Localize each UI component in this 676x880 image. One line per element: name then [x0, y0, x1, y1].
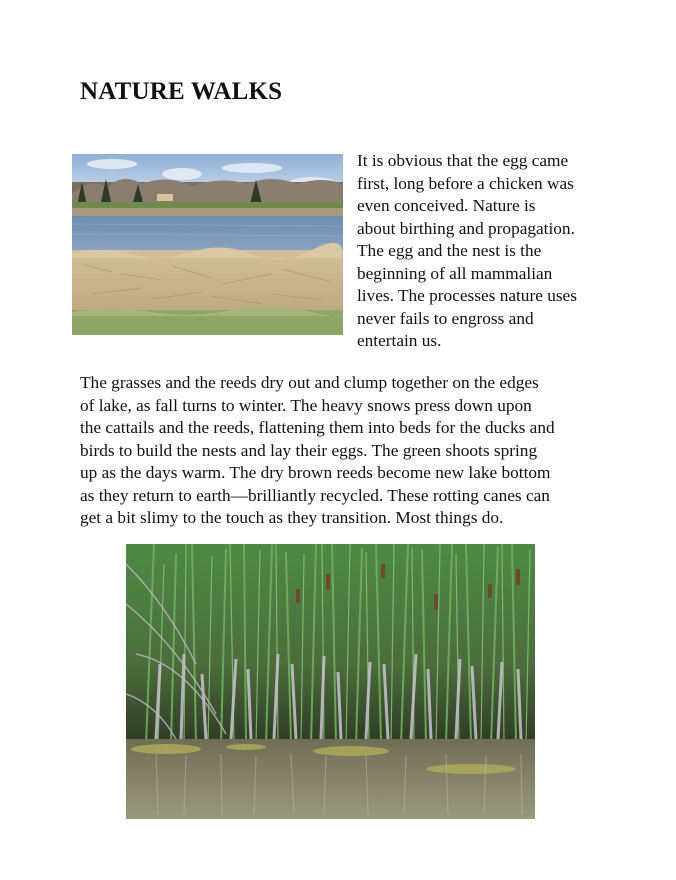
intro-line: beginning of all mammalian: [357, 263, 553, 283]
intro-line: never fails to engross and: [357, 308, 534, 328]
intro-line: about birthing and propagation.: [357, 218, 575, 238]
intro-line: entertain us.: [357, 331, 442, 350]
intro-paragraph: [357, 150, 607, 353]
intro-line: lives. The processes nature uses: [357, 286, 577, 305]
body-line: of lake, as fall turns to winter. The heavy snows press down upon: [80, 395, 532, 415]
intro-line: even conceived. Nature is: [357, 196, 536, 215]
body-line: up as the days warm. The dry brown reeds become new lake bottom: [80, 463, 551, 482]
lake-with-dry-grass-photo: [72, 154, 343, 335]
body-line: get a bit slimy to the touch as they transition. Most things do.: [80, 508, 504, 527]
body-paragraph: [80, 372, 600, 530]
intro-line: first, long before a chicken was: [357, 173, 574, 193]
page-title: NATURE WALKS: [80, 78, 283, 105]
body-line: The grasses and the reeds dry out and clump together on the edges: [80, 373, 539, 392]
body-line: birds to build the nests and lay their eggs. The green shoots spring: [80, 440, 538, 460]
intro-line: The egg and the nest is the: [357, 241, 542, 260]
cattails-reeds-photo: [126, 544, 535, 819]
intro-line: It is obvious that the egg came: [357, 151, 569, 170]
body-line: as they return to earth—brilliantly recycled. These rotting canes can: [80, 485, 550, 505]
body-line: the cattails and the reeds, flattening them into beds for the ducks and: [80, 418, 555, 437]
